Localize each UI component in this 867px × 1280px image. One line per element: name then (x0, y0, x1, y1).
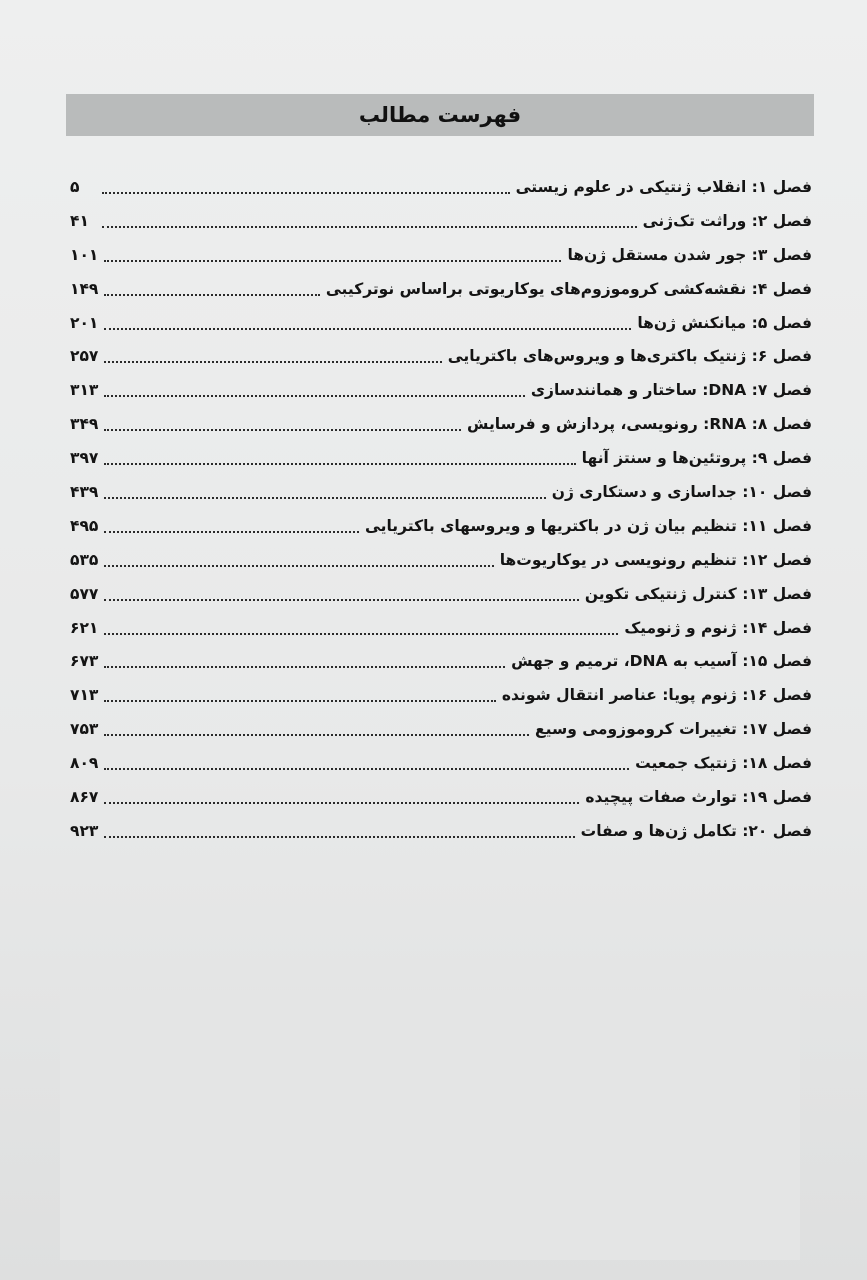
dot-leader (104, 768, 629, 770)
chapter-title: فصل ۲۰: تکامل ژن‌ها و صفات (580, 821, 812, 840)
dot-leader (104, 361, 441, 363)
dot-leader (104, 497, 545, 499)
toc-entry (70, 238, 812, 272)
page-number: ۷۵۳ (70, 720, 99, 739)
page-number: ۳۱۳ (70, 381, 99, 400)
chapter-title: فصل ۷: DNA: ساختار و همانندسازی (530, 381, 812, 400)
page-number: ۸۰۹ (70, 754, 99, 773)
dot-leader (104, 395, 524, 397)
chapter-title: فصل ۱: انقلاب ژنتیکی در علوم زیستی (515, 177, 812, 196)
toc-entry (70, 644, 812, 678)
page-number: ۷۱۳ (70, 686, 99, 705)
chapter-title: فصل ۴: نقشه‌کشی کروموزوم‌های یوکاریوتی براساس نوترکیبی (325, 279, 812, 298)
page-number: ۶۷۳ (70, 652, 99, 671)
dot-leader (104, 463, 575, 465)
toc-entry (70, 306, 812, 340)
toc-entry (70, 441, 812, 475)
page-number: ۱۰۱ (70, 245, 99, 264)
page-number: ۵ (70, 177, 80, 196)
chapter-title: فصل ۵: میانکنش ژن‌ها (637, 313, 812, 332)
chapter-title: فصل ۲: وراثت تک‌ژنی (642, 211, 812, 230)
chapter-title: فصل ۱۲: تنظیم رونویسی در یوکاریوت‌ها (499, 550, 812, 569)
toc-entry (70, 543, 812, 577)
dot-leader (104, 294, 319, 296)
toc-entry (70, 611, 812, 645)
dot-leader (104, 531, 359, 533)
page-number: ۱۴۹ (70, 279, 99, 298)
toc-entry (70, 509, 812, 543)
page-number: ۴۹۵ (70, 516, 99, 535)
toc-entry (70, 577, 812, 611)
dot-leader (104, 666, 505, 668)
bleed-through-shadow (60, 990, 800, 1260)
chapter-title: فصل ۱۶: ژنوم پویا: عناصر انتقال شونده (501, 686, 812, 705)
toc-entry (70, 204, 812, 238)
chapter-title: فصل ۱۴: ژنوم و ژنومیک (624, 618, 812, 637)
chapter-title: فصل ۱۹: توارث صفات پیچیده (585, 787, 812, 806)
toc-entry (70, 339, 812, 373)
chapter-title: فصل ۱۳: کنترل ژنتیکی تکوین (584, 584, 812, 603)
dot-leader (104, 836, 574, 838)
page-number: ۶۲۱ (70, 618, 99, 637)
chapter-title: فصل ۱۸: ژنتیک جمعیت (635, 754, 812, 773)
chapter-title: فصل ۸: RNA: رونویسی، پردازش و فرسایش (467, 415, 812, 434)
dot-leader (102, 226, 637, 228)
toc-entry (70, 746, 812, 780)
toc-header-bar (66, 94, 814, 136)
toc-entry (70, 678, 812, 712)
dot-leader (104, 599, 578, 601)
page-number: ۳۹۷ (70, 449, 99, 468)
page-number: ۴۳۹ (70, 482, 99, 501)
toc-entry (70, 407, 812, 441)
chapter-title: فصل ۱۵: آسیب به DNA، ترمیم و جهش (511, 652, 812, 671)
chapter-title: فصل ۹: پروتئین‌ها و سنتز آنها (581, 449, 812, 468)
dot-leader (104, 565, 493, 567)
page-number: ۵۳۵ (70, 550, 99, 569)
dot-leader (102, 192, 510, 194)
page-number: ۴۱ (70, 211, 89, 230)
dot-leader (104, 429, 461, 431)
page-number: ۲۵۷ (70, 347, 99, 366)
toc-entry (70, 712, 812, 746)
toc-entry (70, 475, 812, 509)
dot-leader (104, 633, 618, 635)
dot-leader (104, 700, 496, 702)
toc-entry (70, 272, 812, 306)
chapter-title: فصل ۱۰: جداسازی و دستکاری ژن (551, 482, 812, 501)
chapter-title: فصل ۱۷: تغییرات کروموزومی وسیع (535, 720, 812, 739)
page-number: ۹۲۳ (70, 821, 99, 840)
chapter-title: فصل ۱۱: تنظیم بیان ژن در باکتریها و ویروسهای باکتریایی (364, 516, 812, 535)
toc-entry (70, 814, 812, 848)
page-number: ۸۶۷ (70, 787, 99, 806)
page-number: ۵۷۷ (70, 584, 99, 603)
dot-leader (104, 734, 529, 736)
page-number: ۲۰۱ (70, 313, 99, 332)
toc-entry (70, 780, 812, 814)
toc-entry (70, 170, 812, 204)
dot-leader (104, 328, 631, 330)
dot-leader (104, 802, 579, 804)
toc-entry (70, 373, 812, 407)
dot-leader (104, 260, 561, 262)
page-number: ۳۴۹ (70, 415, 99, 434)
toc-heading: فهرست مطالب (358, 103, 522, 127)
chapter-title: فصل ۶: ژنتیک باکتری‌ها و ویروس‌های باکتریایی (447, 347, 812, 366)
toc-list (70, 170, 812, 848)
chapter-title: فصل ۳: جور شدن مستقل ژن‌ها (567, 245, 812, 264)
